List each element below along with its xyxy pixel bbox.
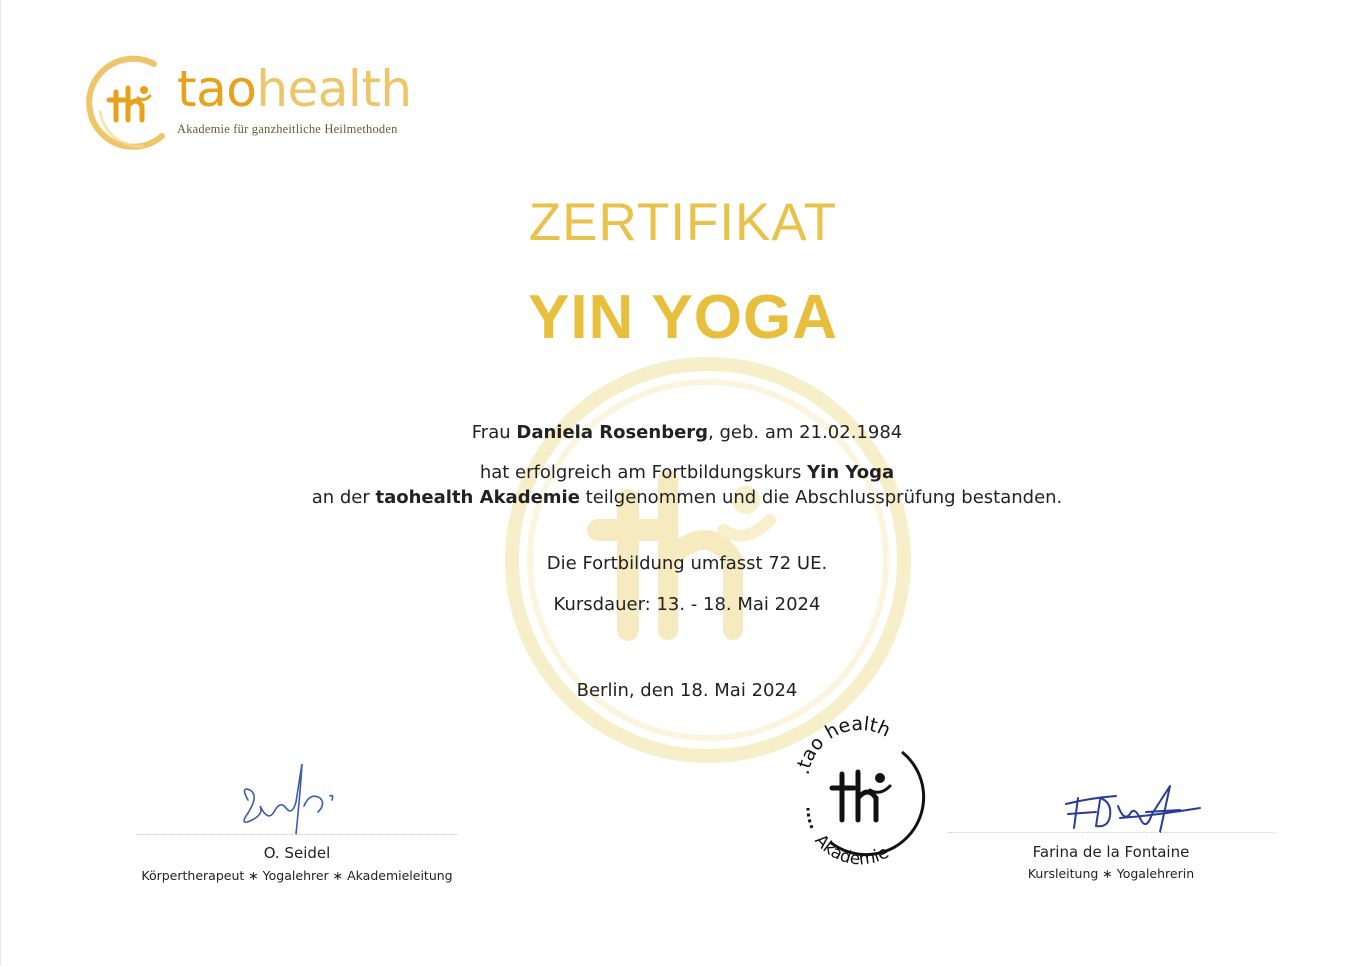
place-date-line: Berlin, den 18. Mai 2024 (576, 680, 798, 701)
certificate-title: ZERTIFIKAT (528, 193, 838, 252)
recipient-birthdate: , geb. am 21.02.1984 (708, 422, 903, 443)
recipient-line (0, 422, 1366, 443)
svg-text:.tao health (792, 713, 894, 777)
stamp-bottom-text: Akademie (810, 830, 893, 870)
course-prefix: hat erfolgreich am Fortbildungskurs (479, 462, 808, 483)
duration-line: Kursdauer: 13. - 18. Mai 2024 (553, 594, 821, 615)
course-line (0, 462, 1366, 483)
recipient-prefix: Frau (471, 422, 517, 443)
right-signatory-role: Kursleitung ∗ Yogalehrerin (1027, 866, 1195, 881)
stamp-top-text: .tao health (791, 712, 894, 777)
right-signature-image (1060, 782, 1210, 838)
right-signature-line (948, 832, 1274, 834)
academy-name: taohealth Akademie (375, 487, 580, 508)
svg-text:Akademie (810, 831, 892, 870)
course-title: YIN YOGA (527, 283, 839, 352)
units-line: Die Fortbildung umfasst 72 UE. (546, 553, 828, 574)
logo-subtitle: Akademie für ganzheitliche Heilmethoden (177, 122, 398, 136)
academy-line (0, 487, 1366, 508)
th-stamp-icon (832, 772, 890, 820)
left-signatory-name: O. Seidel (263, 844, 331, 862)
recipient-name: Daniela Rosenberg (516, 422, 709, 443)
taohealth-logo (84, 50, 464, 160)
academy-suffix: teilgenommen und die Abschlussprüfung bestanden. (579, 487, 1063, 508)
course-name: Yin Yoga (807, 462, 895, 483)
logo-health-text: health (256, 60, 412, 118)
logo-tao-text: tao (177, 60, 257, 118)
logo-wordmark (177, 60, 412, 118)
left-signatory-role: Körpertherapeut ∗ Yogalehrer ∗ Akademieleitung (141, 868, 453, 883)
left-signature-line (136, 834, 458, 836)
academy-stamp (790, 712, 930, 882)
academy-prefix: an der (311, 487, 376, 508)
right-signatory-name: Farina de la Fontaine (1032, 843, 1190, 861)
taohealth-th-logo-icon (84, 50, 184, 160)
left-signature-image (230, 756, 360, 840)
